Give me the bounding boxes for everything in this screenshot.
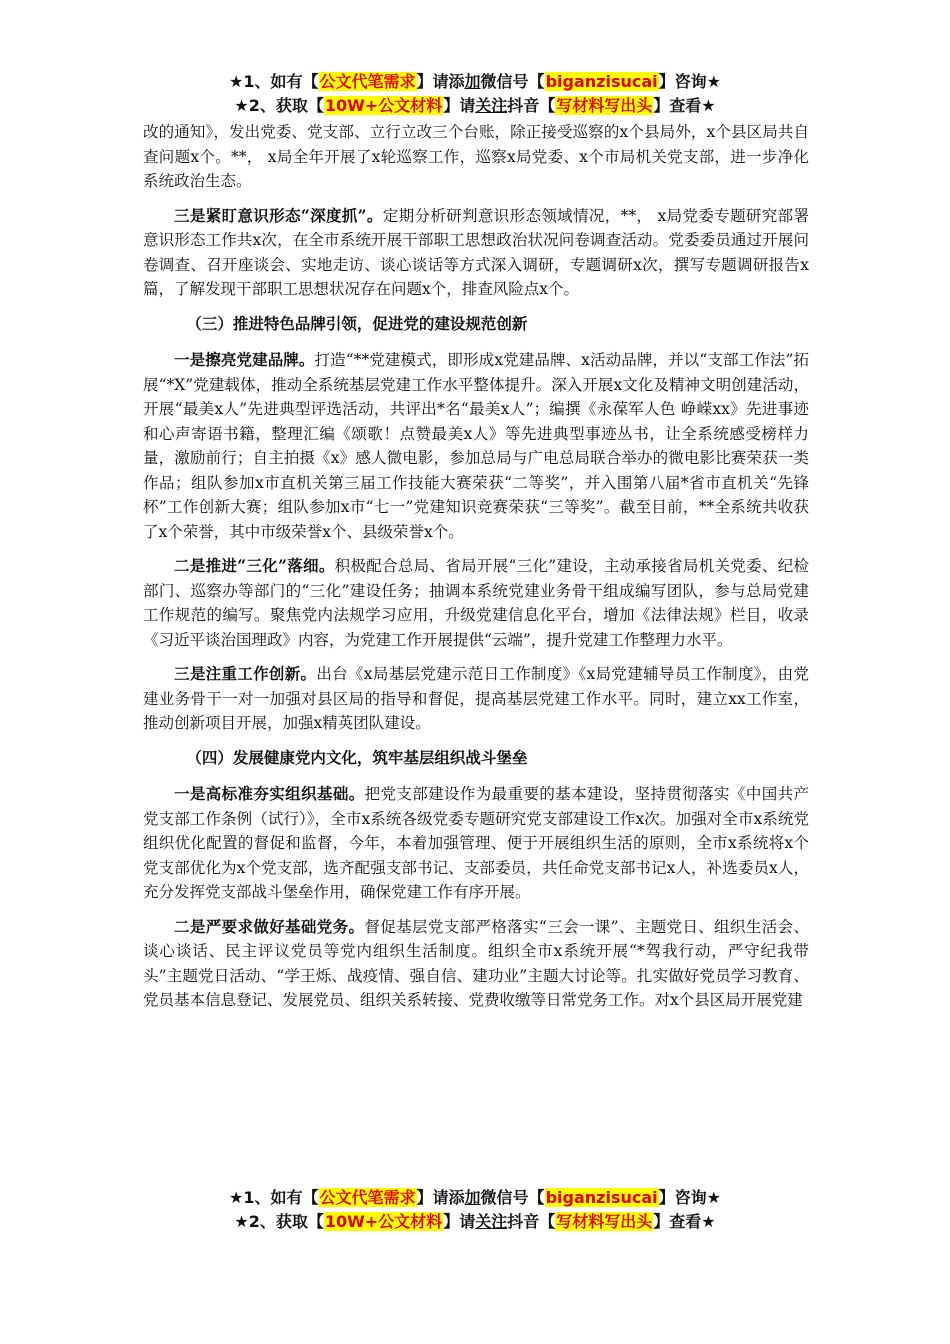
paragraph: 改的通知》，发出党委、党支部、立行立改三个台账，除正接受巡察的x个县局外，x个县区局共自查问题x个。**， x局全年开展了x轮巡察工作，巡察x局党委、x个市局机关党支部，进一步净化系统政治生态。	[143, 123, 809, 190]
highlight-text: 公文代笔需求	[319, 72, 416, 91]
paragraph: 三是注重工作创新。出台《x局基层党建示范日工作制度》《x局党建辅导员工作制度》，由党建业务骨干一对一加强对县区局的指导和督促，提高基层党建工作水平。同时，建立xx工作室，推动创新项目开展，加强x精英团队建设。	[143, 664, 809, 732]
section-heading: （三）推进特色品牌引领，促进党的建设规范创新	[186, 313, 528, 333]
paragraph-lead: 二是严要求做好基础党务。	[174, 916, 365, 936]
section-heading: （四）发展健康党内文化，筑牢基层组织战斗堡垒	[186, 747, 528, 767]
highlight-text: biganzisucai	[545, 1188, 658, 1207]
highlight-text: biganzisucai	[545, 72, 658, 91]
promo-line-1: ★1、如有【公文代笔需求】请添加微信号【biganzisucai】咨询★	[229, 1188, 721, 1207]
paragraph-lead: 二是推进“三化”落细。	[174, 556, 335, 575]
paragraph-lead: 一是高标准夯实组织基础。	[174, 784, 365, 803]
promo-line-1: ★1、如有【公文代笔需求】请添加微信号【biganzisucai】咨询★	[229, 72, 721, 91]
paragraph: 一是高标准夯实组织基础。把党支部建设作为最重要的基本建设，坚持贯彻落实《中国共产党支部工作条例（试行）》，全市x系统各级党委专题研究党支部建设工作x次。加强对全市x系统党组织优化配置的督促和监督，今年，本着加强管理、便于开展组织生活的原则，全市x系统将x个党支部优化为x个党支部，选齐配强支部书记、支部委员，共任命党支部书记x人，补选委员x人，充分发挥党支部战斗堡垒作用，确保党建工作有序开展。	[143, 784, 809, 901]
paragraph: 一是擦亮党建品牌。打造“**党建模式，即形成x党建品牌、x活动品牌，并以“支部工作法”拓展“*X”党建载体，推动全系统基层党建工作水平整体提升。深入开展x文化及精神文明创建活动，开展“最美x人”先进典型评选活动，共评出*名“最美x人”；编撰《永葆军人色 峥嵘xx》先进事迹和心声寄语书籍，整理汇编《颂歌！点赞最美x人》等先进典型事迹丛书，让全系统感受榜样力量，激励前行；自主拍摄《x》感人微电影，参加总局与广电总局联合举办的微电影比赛荣获一类作品；组队参加x市直机关第三届工作技能大赛荣获“二等奖”，并入围第八届*省市直机关“先锋杯”工作创新大赛；组队参加x市“七一”党建知识竞赛荣获“三等奖”。截至目前，**全系统共收获了x个荣誉，其中市级荣誉x个、县级荣誉x个。	[143, 350, 809, 541]
promo-banner-top	[0, 70, 950, 118]
highlight-text: 10W+公文材料	[324, 96, 443, 115]
paragraph-lead: 一是擦亮党建品牌。	[174, 350, 315, 369]
document-body	[143, 120, 809, 1023]
highlight-text: 公文代笔需求	[319, 1188, 416, 1207]
paragraph: 三是紧盯意识形态“深度抓”。定期分析研判意识形态领域情况，**， x局党委专题研究部署意识形态工作共x次，在全市系统开展干部职工思想政治状况问卷调查活动。党委委员通过开展问卷调查、召开座谈会、实地走访、谈心谈话等方式深入调研，专题调研x次，撰写专题调研报告x篇，了解发现干部职工思想状况存在问题x个，排查风险点x个。	[143, 205, 809, 298]
promo-line-2: ★2、获取【10W+公文材料】请关注抖音【写材料写出头】查看★	[234, 96, 716, 115]
promo-banner-bottom	[0, 1186, 950, 1234]
paragraph: 二是推进“三化”落细。积极配合总局、省局开展“三化”建设，主动承接省局机关党委、纪检部门、巡察办等部门的“三化”建设任务；抽调本系统党建业务骨干组成编写团队，参与总局党建工作规范的编写。聚焦党内法规学习应用，升级党建信息化平台，增加《法律法规》栏目，收录《习近平谈治国理政》内容，为党建工作开展提供“云端”，提升党建工作整理力水平。	[143, 556, 809, 649]
paragraph: 二是严要求做好基础党务。督促基层党支部严格落实“三会一课”、主题党日、组织生活会、谈心谈话、民主评议党员等党内组织生活制度。组织全市x系统开展“*驾我行动，严守纪我带头”主题党日活动、“学王烁、战疫情、强自信、建功业”主题大讨论等。扎实做好党员学习教育、党员基本信息登记、发展党员、组织关系转接、党费收缴等日常党务工作。对x个县区局开展党建	[143, 916, 809, 1009]
highlight-text: 写材料写出头	[556, 1212, 653, 1231]
paragraph-lead: 三是注重工作创新。	[174, 664, 317, 683]
highlight-text: 写材料写出头	[556, 96, 653, 115]
paragraph-lead: 三是紧盯意识形态“深度抓”。	[174, 205, 383, 225]
highlight-text: 10W+公文材料	[324, 1212, 443, 1231]
promo-line-2: ★2、获取【10W+公文材料】请关注抖音【写材料写出头】查看★	[234, 1212, 716, 1231]
